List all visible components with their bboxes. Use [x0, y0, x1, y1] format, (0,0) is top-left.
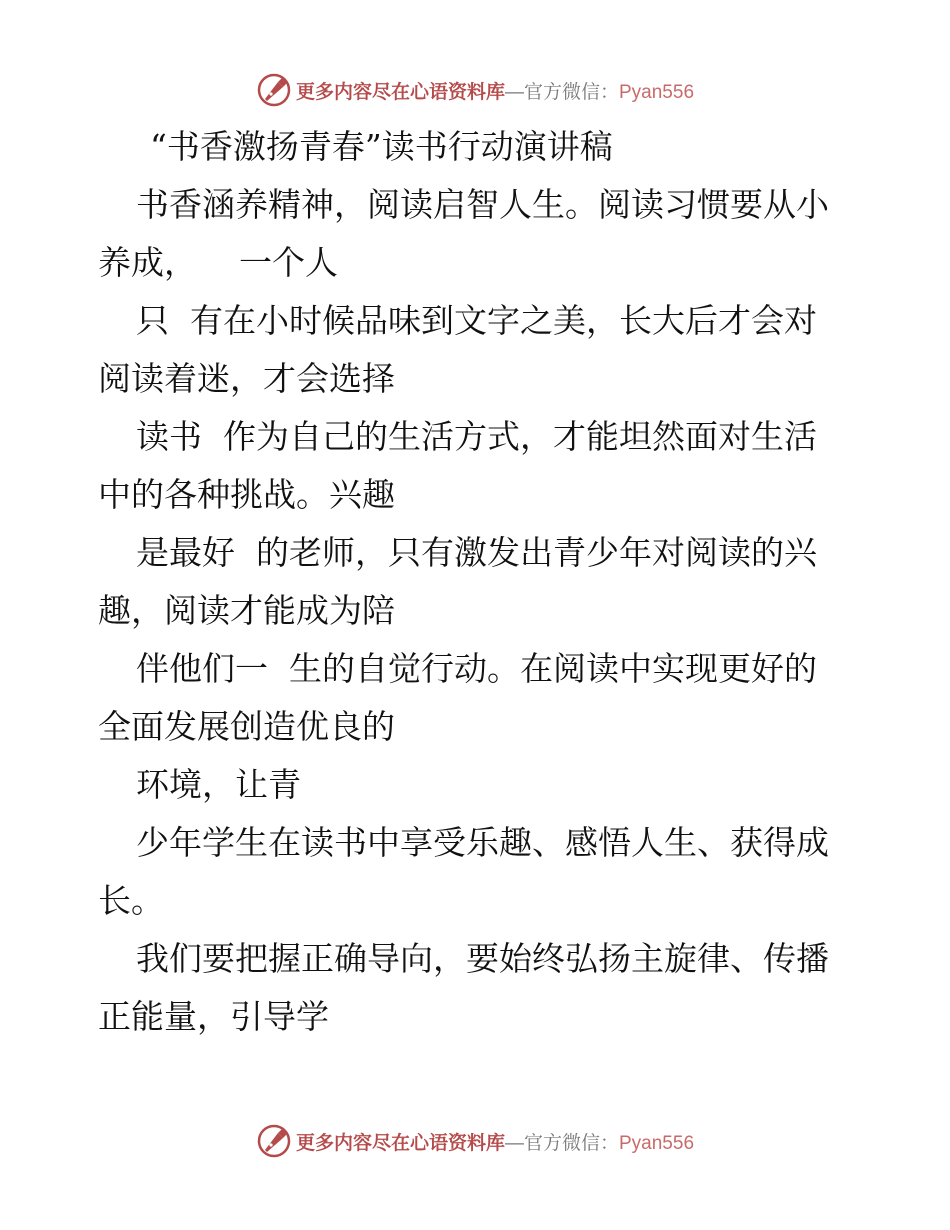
banner-main-text: 更多内容尽在心语资料库: [295, 81, 505, 103]
text-line: 长。: [98, 881, 164, 920]
wechat-id: Pyan556: [619, 81, 695, 103]
text-line: 书香涵养精神，阅读启智人生。阅读习惯要从小: [136, 185, 829, 224]
document-title: “书香激扬青春”读书行动演讲稿: [150, 127, 613, 166]
text-line: 是最好 的老师，只有激发出青少年对阅读的兴: [136, 533, 817, 572]
text-line: 少年学生在读书中享受乐趣、感悟人生、获得成: [136, 823, 829, 862]
footer-banner: [0, 1121, 950, 1161]
text-line: 我们要把握正确导向，要始终弘扬主旋律、传播: [136, 939, 829, 978]
text-line: 读书 作为自己的生活方式，才能坦然面对生活: [136, 417, 817, 456]
banner-separator: —: [504, 1132, 524, 1154]
pen-nib-logo-icon: [256, 1123, 292, 1159]
text-line: 阅读着迷，才会选择: [98, 359, 395, 398]
document-body: [98, 118, 868, 1046]
banner-text: [296, 1128, 694, 1155]
text-line: 只 有在小时候品味到文字之美，长大后才会对: [136, 301, 817, 340]
text-line: 趣，阅读才能成为陪: [98, 591, 395, 630]
text-line: 全面发展创造优良的: [98, 707, 395, 746]
banner-label: 官方微信：: [523, 81, 619, 103]
banner-main-text: 更多内容尽在心语资料库: [295, 1132, 505, 1154]
banner-separator: —: [504, 81, 524, 103]
text-line: 正能量，引导学: [98, 997, 329, 1036]
text-line: 养成， 一个人: [98, 243, 338, 282]
text-line: 环境，让青: [136, 765, 301, 804]
text-line: 伴他们一 生的自觉行动。在阅读中实现更好的: [136, 649, 817, 688]
banner-label: 官方微信：: [523, 1132, 619, 1154]
wechat-id: Pyan556: [619, 1132, 695, 1154]
banner-text: [296, 77, 694, 104]
text-line: 中的各种挑战。兴趣: [98, 475, 395, 514]
header-banner: [0, 70, 950, 110]
pen-nib-logo-icon: [256, 72, 292, 108]
